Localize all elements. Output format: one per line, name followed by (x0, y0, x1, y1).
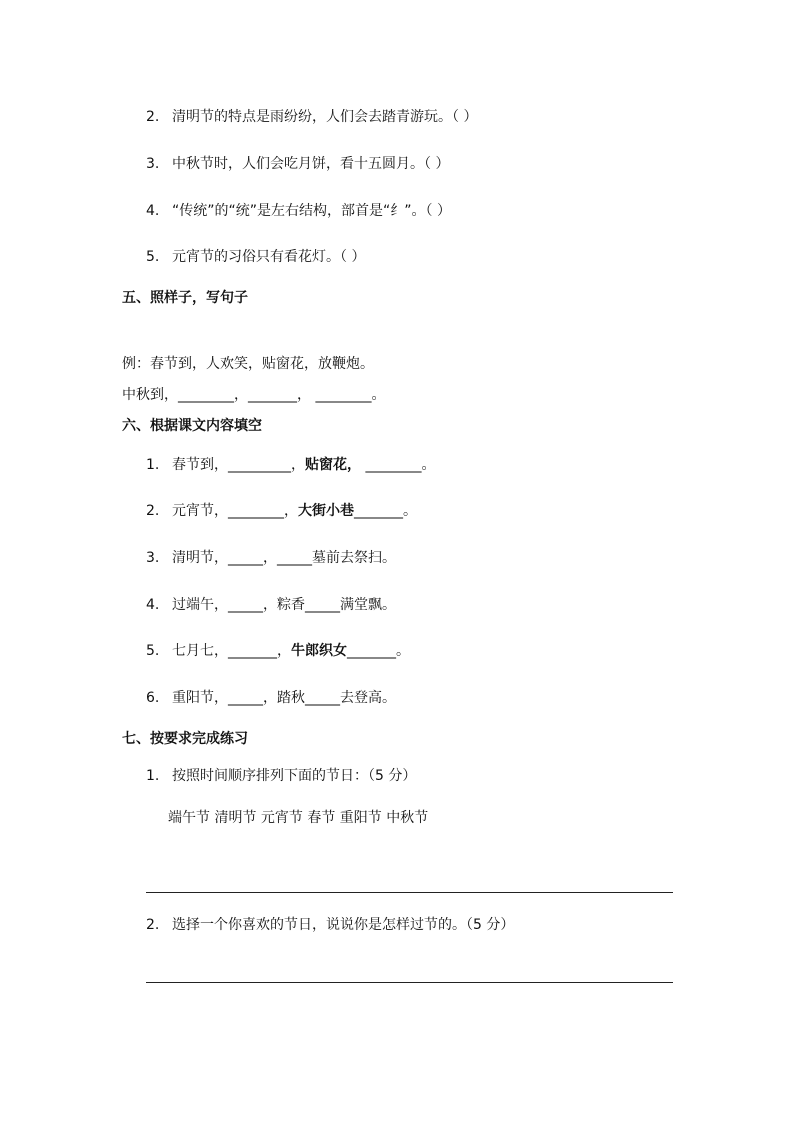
item-text-end: ________。 (361, 457, 436, 473)
judge-item-2 (146, 108, 477, 126)
answer-line-2[interactable] (146, 982, 673, 983)
item-number: 4. (146, 203, 160, 219)
judge-item-5 (146, 248, 365, 266)
item-number: 2. (146, 503, 160, 519)
item-number: 5. (146, 643, 160, 659)
item-text: 七月七，_______， (172, 643, 291, 659)
section-seven-title: 七、按要求完成练习 (122, 731, 248, 747)
item-text: “传统”的“统”是左右结构，部首是“纟”。（ ） (172, 203, 451, 219)
item-text-bold: 牛郎织女 (291, 643, 347, 659)
item-text: 清明节，_____，_____墓前去祭扫。 (172, 550, 396, 566)
item-number: 3. (146, 156, 160, 172)
judge-item-3 (146, 155, 449, 173)
answer-line-1[interactable] (146, 892, 673, 893)
item-number: 2. (146, 109, 160, 125)
example-sentence: 例：春节到，人欢笑，贴窗花，放鞭炮。 (122, 356, 374, 372)
item-text-bold: 贴窗花， (305, 457, 361, 473)
item-text: 重阳节，_____，踏秋_____去登高。 (172, 690, 396, 706)
item-text-bold: 大街小巷 (298, 503, 354, 519)
item-number: 2. (146, 917, 160, 933)
section-five-title: 五、照样子，写句子 (122, 290, 248, 306)
item-text: 清明节的特点是雨纷纷，人们会去踏青游玩。（ ） (172, 109, 478, 125)
item-text: 按照时间顺序排列下面的节日：（5 分） (172, 768, 417, 784)
fill-item-6 (146, 689, 396, 707)
item-text: 元宵节的习俗只有看花灯。（ ） (172, 249, 366, 265)
fill-item-3 (146, 549, 396, 567)
item-text-end: _______。 (354, 503, 417, 519)
item-text: 过端午，_____，粽香_____满堂飘。 (172, 597, 396, 613)
item-number: 5. (146, 249, 160, 265)
fill-item-5 (146, 642, 410, 660)
sentence-prompt: 中秋到，________，_______， ________。 (122, 387, 386, 403)
item-text: 中秋节时，人们会吃月饼，看十五圆月。（ ） (172, 156, 450, 172)
question-2 (146, 916, 514, 934)
item-text-end: _______。 (347, 643, 410, 659)
item-text: 选择一个你喜欢的节日，说说你是怎样过节的。（5 分） (172, 917, 515, 933)
question-1 (146, 767, 416, 785)
item-number: 4. (146, 597, 160, 613)
festival-list: 端午节 清明节 元宵节 春节 重阳节 中秋节 (168, 810, 429, 826)
judge-item-4 (146, 202, 451, 220)
fill-item-2 (146, 502, 417, 520)
item-number: 1. (146, 768, 160, 784)
item-number: 1. (146, 457, 160, 473)
section-six-title: 六、根据课文内容填空 (122, 418, 262, 434)
item-number: 3. (146, 550, 160, 566)
item-text: 春节到，_________， (172, 457, 305, 473)
item-number: 6. (146, 690, 160, 706)
fill-item-1 (146, 456, 435, 474)
item-text: 元宵节，________， (172, 503, 298, 519)
fill-item-4 (146, 596, 396, 614)
